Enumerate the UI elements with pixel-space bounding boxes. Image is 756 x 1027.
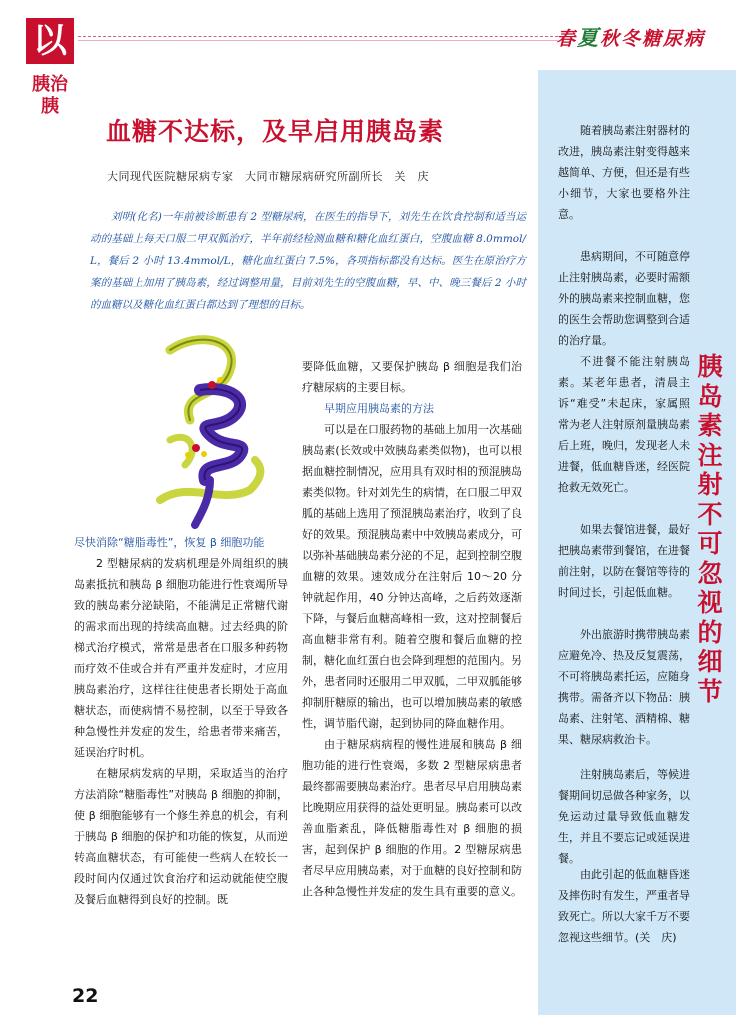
sidebar-paragraph: 患病期间，不可随意停止注射胰岛素，必要时需额外的胰岛素来控制血糖，您的医生会帮助您调整到合适的治疗量。 — [558, 250, 690, 347]
sidebar-title-char: 可 — [697, 529, 723, 558]
section-tag: 以 — [26, 18, 74, 64]
sidebar-title-char: 视 — [697, 588, 723, 617]
sidebar-title-char: 细 — [697, 647, 723, 676]
sidebar-paragraph: 外出旅游时携带胰岛素应避免冷、热及反复震荡，不可将胰岛素托运，应随身携带。需备齐以下物品：胰岛素、注射笔、酒精棉、糖果、糖尿病救治卡。 — [558, 628, 690, 746]
sidebar-paragraph: 随着胰岛素注射器材的改进，胰岛素注射变得越来越简单、方便，但还是有些小细节，大家也要格外注意。 — [558, 124, 690, 221]
article-intro: 刘明(化名)一年前被诊断患有 2 型糖尿病，在医生的指导下，刘先生在饮食控制和适当运动的基础上每天口服二甲双胍治疗，半年前经检测血糖和糖化血红蛋白，空腹血糖 8.0mmol/L，餐后 2 小时 13.4mmol/L，糖化血红蛋白 7.5%，各项指标都没有达标。医生在原治疗方案的基础上加用了胰岛素，经过调整用量，目前刘先生的空腹血糖，早、中、晚三餐后 2 小时的血糖以及糖化血红蛋白都达到了理想的目标。 — [90, 211, 526, 311]
article-column-left — [74, 532, 288, 910]
sidebar-paragraph: 注射胰岛素后，等候进餐期间切忌做各种家务，以免运动过量导致低血糖发生，并且不要忘记或延误进餐。 — [558, 768, 690, 865]
body-paragraph: 由于糖尿病病程的慢性进展和胰岛 β 细胞功能的进行性衰竭，多数 2 型糖尿病患者最终都需要胰岛素治疗。患者尽早启用胰岛素比晚期应用获得的益处更明显。胰岛素可以改善血脂紊乱，降低糖脂毒性对 β 细胞的损害，起到保护 β 细胞的作用。2 型糖尿病患者尽早应用胰岛素，对于血糖的良好控制和防止各种急慢性并发症的发生具有重要的意义。 — [302, 738, 522, 898]
sidebar-paragraph: 不进餐不能注射胰岛素。某老年患者，清晨主诉“难受”未起床，家属照常为老人注射原剂量胰岛素后上班，晚归，发现老人未进餐，低血糖昏迷，经医院抢救无效死亡。 — [558, 355, 690, 494]
header-rule-secondary — [78, 40, 558, 41]
sidebar-paragraph: 由此引起的低血糖昏迷及摔伤时有发生，严重者导致死亡。所以大家千万不要忽视这些细节。(关 庆) — [558, 868, 690, 944]
series-title-pre: 春 — [556, 28, 578, 50]
sidebar-title-char: 胰 — [697, 352, 723, 381]
body-paragraph: 2 型糖尿病的发病机理是外周组织的胰岛素抵抗和胰岛 β 细胞功能进行性衰竭所导致的胰岛素分泌缺陷，不能满足正常糖代谢的需求而出现的持续高血糖。过去经典的阶梯式治疗模式，常常是患者在口服多种药物而疗效不佳或合并有严重并发症时，才应用胰岛素治疗，这样往往使患者长期处于高血糖状态，而使病情不易控制，以至于导致各种急慢性并发症的发生，给患者带来痛苦，延误治疗时机。 — [74, 557, 288, 759]
section-heading: 早期应用胰岛素的方法 — [324, 402, 434, 415]
sidebar-title-char: 节 — [697, 676, 723, 706]
body-paragraph: 在糖尿病发病的早期，采取适当的治疗方法消除“糖脂毒性”对胰岛 β 细胞的抑制，使 β 细胞能够有一个修生养息的机会，有利于胰岛 β 细胞的保护和功能的恢复，从而逆转高血糖状态，有可能使一些病人在较长一段时间内仅通过饮食治疗和运动就能使空腹及餐后血糖得到良好的控制。既 — [74, 767, 288, 906]
sidebar-title-vertical — [690, 352, 730, 706]
sidebar-title-char: 的 — [697, 617, 723, 647]
article-title: 血糖不达标，及早启用胰岛素 — [106, 117, 445, 146]
article-byline: 大同现代医院糖尿病专家 大同市糖尿病研究所副所长 关 庆 — [107, 170, 429, 183]
series-title-post: 秋冬糖尿病 — [600, 28, 706, 50]
section-subtitle-vertical: 胰治胰 — [32, 74, 68, 117]
body-paragraph: 要降低血糖，又要保护胰岛 β 细胞是我们治疗糖尿病的主要目标。 — [302, 360, 522, 394]
sidebar-title-char: 岛 — [697, 381, 723, 411]
sidebar-title-char: 不 — [697, 499, 723, 529]
article-column-middle — [302, 356, 522, 902]
sidebar-paragraph: 如果去餐馆进餐，最好把胰岛素带到餐馆，在进餐前注射，以防在餐馆等待的时间过长，引起低血糖。 — [558, 523, 690, 599]
header-rule — [78, 36, 558, 37]
sidebar-title-char: 射 — [697, 470, 723, 499]
sidebar-title-char: 素 — [697, 411, 723, 440]
series-title — [556, 22, 746, 52]
sidebar-title-char: 忽 — [697, 558, 723, 588]
page-number: 22 — [72, 985, 99, 1007]
sidebar-title-char: 注 — [697, 440, 723, 470]
series-title-highlight: 夏 — [577, 25, 601, 50]
protein-structure-image — [140, 330, 290, 530]
section-heading: 尽快消除“糖脂毒性”，恢复 β 细胞功能 — [74, 536, 265, 549]
body-paragraph: 可以是在口服药物的基础上加用一次基础胰岛素(长效或中效胰岛素类似物)，也可以根据血糖控制情况，应用具有双时相的预混胰岛素类似物。针对刘先生的病情，在口服二甲双胍的基础上选用了预混胰岛素治疗，收到了良好的效果。预混胰岛素中中效胰岛素成分，可以弥补基础胰岛素分泌的不足，起到控制空腹血糖的效果。速效成分在注射后 10～20 分钟就起作用，40 分钟达高峰，之后药效逐渐下降，与餐后血糖高峰相一致，这对控制餐后高血糖非常有利。随着空腹和餐后血糖的控制，糖化血红蛋白也会降到理想的范围内。另外，患者同时还服用二甲双胍，二甲双胍能够抑制肝糖原的输出，也可以增加胰岛素的敏感性，调节脂代谢，起到协同的降血糖作用。 — [302, 423, 522, 730]
